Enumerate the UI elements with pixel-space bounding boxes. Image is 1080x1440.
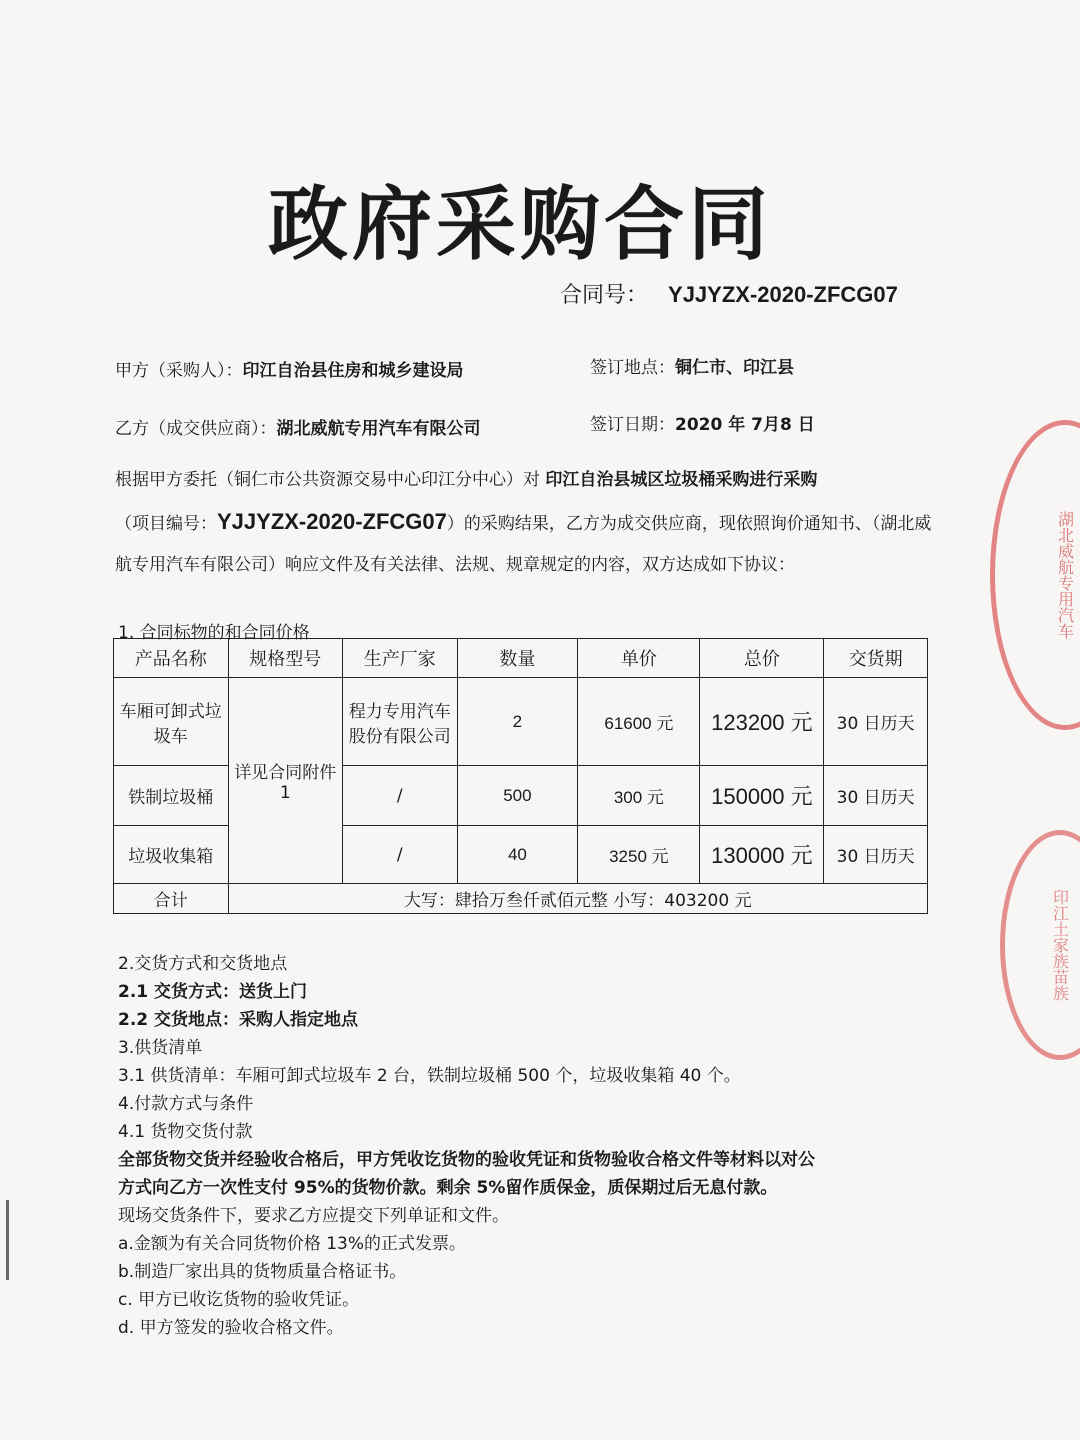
header-cell: 交货期 bbox=[824, 639, 928, 678]
party-b bbox=[115, 414, 481, 439]
total-price: 123200 元 bbox=[700, 678, 824, 766]
seal-text: 印江土家族苗族 bbox=[1050, 889, 1070, 1001]
term-line: 全部货物交货并经验收合格后，甲方凭收讫货物的验收凭证和货物验收合格文件等材料以对公 bbox=[118, 1150, 815, 1170]
delivery: 30 日历天 bbox=[824, 826, 928, 884]
header-cell: 产品名称 bbox=[114, 639, 229, 678]
term-line: a.金额为有关合同货物价格 13%的正式发票。 bbox=[118, 1234, 467, 1254]
quantity: 40 bbox=[457, 826, 578, 884]
delivery: 30 日历天 bbox=[824, 766, 928, 826]
term-line: 3.1 供货清单：车厢可卸式垃圾车 2 台，铁制垃圾桶 500 个，垃圾收集箱 40 个。 bbox=[118, 1066, 741, 1086]
intro-paragraph bbox=[115, 460, 935, 586]
sign-place-label: 签订地点： bbox=[590, 358, 675, 378]
product-name: 垃圾收集箱 bbox=[114, 826, 229, 884]
official-seal-top bbox=[990, 420, 1080, 730]
contract-number-value: YJJYZX-2020-ZFCG07 bbox=[668, 282, 898, 307]
term-line: d. 甲方签发的验收合格文件。 bbox=[118, 1318, 344, 1338]
binding-mark bbox=[6, 1200, 9, 1280]
spec-cell: 详见合同附件 1 bbox=[228, 678, 343, 884]
term-line: 2.2 交货地点：采购人指定地点 bbox=[118, 1010, 359, 1030]
term-line: 3.供货清单 bbox=[118, 1038, 203, 1058]
section-1-title: 1. 合同标物的和合同价格 bbox=[118, 623, 310, 643]
party-a-value: 印江自治县住房和城乡建设局 bbox=[242, 361, 464, 381]
table-header-row bbox=[114, 639, 928, 678]
term-line: 2.1 交货方式：送货上门 bbox=[118, 982, 308, 1002]
intro-project-code: YJJYZX-2020-ZFCG07 bbox=[217, 509, 447, 534]
header-cell: 数量 bbox=[457, 639, 578, 678]
term-line: 4.付款方式与条件 bbox=[118, 1094, 254, 1114]
party-b-label: 乙方（成交供应商）： bbox=[115, 419, 277, 439]
sign-date-label: 签订日期： bbox=[590, 415, 675, 435]
term-line: c. 甲方已收讫货物的验收凭证。 bbox=[118, 1290, 360, 1310]
maker: / bbox=[343, 766, 458, 826]
contract-number bbox=[560, 278, 898, 309]
party-a-label: 甲方（采购人）： bbox=[115, 361, 243, 381]
sum-text: 大写：肆拾万叁仟贰佰元整 小写：403200 元 bbox=[228, 884, 928, 914]
total-price: 150000 元 bbox=[700, 766, 824, 826]
table-sum-row bbox=[114, 884, 928, 914]
product-name: 车厢可卸式垃圾车 bbox=[114, 678, 229, 766]
delivery: 30 日历天 bbox=[824, 678, 928, 766]
intro-text-3: ）的采购结果，乙方为成交供应商，现依照询价通知书、（湖北威航专用汽车有限公司）响应文件及有关法律、法规、规章规定的内容，双方达成如下协议： bbox=[115, 514, 932, 575]
quantity: 500 bbox=[457, 766, 578, 826]
quantity: 2 bbox=[457, 678, 578, 766]
header-cell: 规格型号 bbox=[228, 639, 343, 678]
sign-place-value: 铜仁市、印江县 bbox=[675, 358, 794, 378]
total-price: 130000 元 bbox=[700, 826, 824, 884]
official-seal-bottom bbox=[1000, 830, 1080, 1060]
intro-text-1: 根据甲方委托（铜仁市公共资源交易中心印江分中心）对 bbox=[115, 470, 540, 490]
seal-text: 湖北威航专用汽车 bbox=[1055, 511, 1075, 639]
intro-text-2: （项目编号： bbox=[115, 514, 217, 534]
contract-terms bbox=[118, 950, 938, 1342]
product-name: 铁制垃圾桶 bbox=[114, 766, 229, 826]
sign-date bbox=[590, 410, 815, 435]
document-title: 政府采购合同 bbox=[268, 177, 772, 271]
sum-label: 合计 bbox=[114, 884, 229, 914]
price-table bbox=[113, 638, 928, 914]
intro-project-name: 印江自治县城区垃圾桶采购进行采购 bbox=[545, 470, 818, 490]
maker: 程力专用汽车股份有限公司 bbox=[343, 678, 458, 766]
unit-price: 300 元 bbox=[578, 766, 700, 826]
sign-place bbox=[590, 353, 794, 378]
contract-number-label: 合同号： bbox=[560, 283, 649, 308]
party-b-value: 湖北威航专用汽车有限公司 bbox=[276, 419, 481, 439]
sign-date-value: 2020 年 7月8 日 bbox=[675, 415, 815, 435]
header-cell: 总价 bbox=[700, 639, 824, 678]
unit-price: 3250 元 bbox=[578, 826, 700, 884]
term-line: 方式向乙方一次性支付 95%的货物价款。剩余 5%留作质保金，质保期过后无息付款。 bbox=[118, 1178, 778, 1198]
term-line: b.制造厂家出具的货物质量合格证书。 bbox=[118, 1262, 407, 1282]
term-line: 现场交货条件下，要求乙方应提交下列单证和文件。 bbox=[118, 1206, 509, 1226]
party-a bbox=[115, 356, 464, 381]
maker: / bbox=[343, 826, 458, 884]
term-line: 2.交货方式和交货地点 bbox=[118, 954, 288, 974]
header-cell: 单价 bbox=[578, 639, 700, 678]
term-line: 4.1 货物交货付款 bbox=[118, 1122, 253, 1142]
table-row bbox=[114, 678, 928, 766]
unit-price: 61600 元 bbox=[578, 678, 700, 766]
header-cell: 生产厂家 bbox=[343, 639, 458, 678]
